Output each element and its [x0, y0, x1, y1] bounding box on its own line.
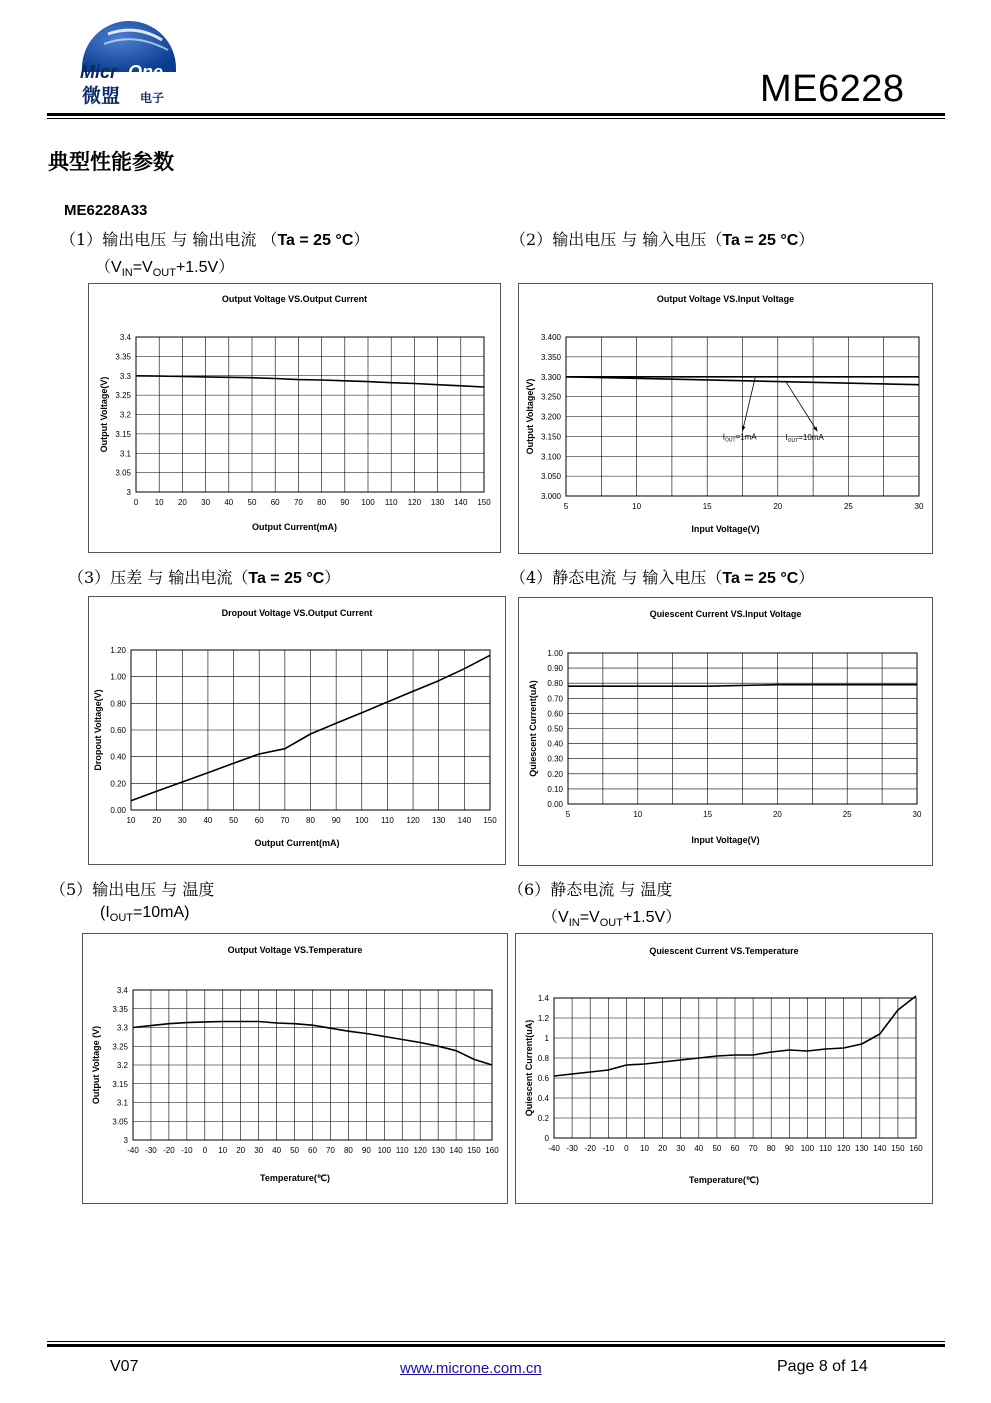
y-tick-label: 3.150	[540, 432, 561, 442]
y-tick-label: 0.90	[547, 664, 563, 674]
x-axis-label: Temperature(℃)	[260, 1173, 330, 1183]
x-tick-label: -10	[181, 1146, 193, 1155]
x-tick-label: 10	[633, 810, 643, 819]
y-tick-label: 3.4	[119, 333, 131, 342]
y-axis-label: Output Voltage(V)	[525, 378, 535, 455]
caption-3: （3）压差 与 输出电流（Ta = 25 °C）	[68, 568, 341, 587]
x-axis-label: Output Current(mA)	[254, 838, 340, 848]
x-tick-label: 100	[800, 1144, 815, 1153]
x-tick-label: 50	[229, 816, 239, 825]
y-tick-label: 3.05	[115, 468, 131, 478]
x-tick-label: -40	[127, 1146, 139, 1155]
annotation-label-1: $I_{OUT}=1mA$	[722, 432, 757, 444]
x-tick-label: 30	[676, 1144, 686, 1153]
x-axis-label: Temperature(℃)	[689, 1175, 759, 1185]
x-tick-label: 70	[325, 1146, 335, 1155]
caption-2: （2）输出电压 与 输入电压（Ta = 25 °C）	[510, 230, 815, 249]
y-tick-label: 3.050	[540, 472, 561, 482]
y-tick-label: 1	[544, 1034, 549, 1043]
x-tick-label: 30	[914, 502, 924, 511]
y-tick-label: 3.35	[112, 1004, 128, 1014]
x-tick-label: 10	[154, 498, 164, 507]
x-tick-label: 50	[247, 498, 257, 507]
x-tick-label: -40	[548, 1144, 560, 1153]
y-tick-label: 0.70	[547, 694, 563, 704]
x-tick-label: 25	[842, 810, 852, 819]
y-tick-label: 0.4	[537, 1094, 549, 1103]
x-tick-label: 90	[340, 498, 350, 507]
footer-rule-thin	[47, 1341, 945, 1342]
x-tick-label: 140	[457, 816, 472, 825]
company-logo	[78, 20, 183, 108]
y-tick-label: 0.20	[547, 769, 563, 779]
x-tick-label: 5	[563, 502, 569, 511]
y-tick-label: 0.8	[537, 1054, 549, 1063]
x-tick-label: 0	[133, 498, 139, 507]
y-tick-label: 1.20	[110, 646, 126, 655]
x-tick-label: 0	[624, 1144, 629, 1153]
document-title: ME6228	[760, 68, 905, 110]
y-tick-label: 3.200	[540, 412, 561, 422]
y-axis-label: Output Voltage(V)	[99, 376, 109, 453]
chart-quiescent-current-vs-input-voltage	[518, 597, 933, 866]
x-tick-label: 120	[836, 1144, 851, 1153]
y-tick-label: 3.1	[119, 449, 131, 459]
x-tick-label: 60	[270, 498, 280, 507]
plot-area	[554, 998, 916, 1138]
x-tick-label: 40	[203, 816, 213, 825]
plot-area	[566, 337, 919, 496]
y-tick-label: 3.400	[540, 333, 561, 342]
x-tick-label: 120	[413, 1146, 427, 1155]
y-tick-label: 3	[126, 488, 131, 497]
header-rule	[47, 113, 945, 116]
y-axis-label: Dropout Voltage(V)	[93, 689, 103, 771]
y-tick-label: 3.15	[112, 1079, 128, 1089]
x-tick-label: 60	[308, 1146, 317, 1155]
x-tick-label: 110	[384, 498, 398, 507]
model-name: ME6228A33	[64, 202, 148, 219]
y-tick-label: 0.6	[537, 1074, 549, 1083]
x-tick-label: 130	[855, 1144, 869, 1153]
x-tick-label: 30	[254, 1146, 264, 1155]
x-tick-label: 10	[126, 816, 136, 825]
logo-text-b: One	[128, 62, 164, 82]
x-tick-label: 60	[254, 816, 264, 825]
x-tick-label: 80	[306, 816, 315, 825]
x-tick-label: 5	[565, 810, 571, 819]
x-tick-label: 20	[236, 1146, 246, 1155]
footer-version: V07	[110, 1358, 139, 1375]
x-tick-label: -20	[163, 1146, 175, 1155]
x-tick-label: 100	[355, 816, 369, 825]
logo-text-a: Micr	[80, 62, 118, 82]
x-tick-label: 70	[293, 498, 303, 507]
plot-area	[133, 990, 492, 1140]
y-tick-label: 3.05	[112, 1117, 128, 1127]
x-tick-label: 90	[331, 816, 341, 825]
y-tick-label: 3.100	[540, 452, 561, 462]
x-axis-label: Input Voltage(V)	[691, 524, 760, 534]
section-title: 典型性能参数	[48, 151, 174, 174]
chart-title: Output Voltage VS.Temperature	[227, 945, 363, 955]
y-tick-label: 0.20	[110, 779, 126, 789]
caption-6: （6）静态电流 与 温度	[508, 880, 673, 899]
x-tick-label: 110	[395, 1146, 409, 1155]
y-axis-label: Output Voltage (V)	[91, 1025, 101, 1105]
caption-5-condition: $(I_{OUT}=10mA)$	[100, 904, 190, 925]
x-tick-label: -20	[584, 1144, 596, 1153]
chart-title: Dropout Voltage VS.Output Current	[221, 608, 373, 618]
footer-website-link[interactable]: www.microne.com.cn	[400, 1360, 542, 1377]
y-tick-label: 3.25	[112, 1042, 128, 1052]
x-tick-label: 70	[280, 816, 290, 825]
caption-5: （5）输出电压 与 温度	[50, 880, 215, 899]
x-axis-label: Output Current(mA)	[252, 522, 337, 532]
caption-6-condition: $(V_{IN}=V_{OUT}+1.5V)$	[542, 909, 682, 930]
x-tick-label: 20	[772, 810, 782, 819]
plot-area	[136, 337, 484, 492]
x-tick-label: 90	[361, 1146, 371, 1155]
x-tick-label: 160	[909, 1144, 923, 1153]
x-tick-label: 140	[873, 1144, 887, 1153]
chart-title: Output Voltage VS.Output Current	[221, 294, 368, 304]
y-tick-label: 3.300	[540, 372, 561, 382]
x-tick-label: 10	[218, 1146, 228, 1155]
x-tick-label: 0	[202, 1146, 208, 1155]
x-tick-label: 140	[454, 498, 468, 507]
caption-1: （1）输出电压 与 输出电流 （Ta = 25 °C）	[60, 230, 370, 249]
y-tick-label: 3.3	[119, 371, 131, 381]
y-tick-label: 3.000	[540, 492, 561, 501]
x-tick-label: 40	[224, 498, 234, 507]
chart-quiescent-current-vs-temperature	[515, 933, 933, 1204]
x-tick-label: 80	[343, 1146, 353, 1155]
x-tick-label: -30	[145, 1146, 157, 1155]
x-tick-label: 40	[694, 1144, 704, 1153]
x-tick-label: -10	[602, 1144, 615, 1153]
x-tick-label: 40	[272, 1146, 282, 1155]
x-tick-label: 130	[431, 1146, 445, 1155]
y-tick-label: 1.00	[110, 672, 126, 682]
y-tick-label: 0.40	[110, 752, 126, 762]
x-tick-label: 150	[891, 1144, 905, 1153]
y-tick-label: 3.350	[540, 352, 561, 362]
x-tick-label: 30	[177, 816, 187, 825]
y-tick-label: 3.35	[115, 352, 131, 362]
y-tick-label: 0.80	[547, 679, 563, 689]
x-tick-label: 20	[658, 1144, 668, 1153]
y-tick-label: 1.4	[537, 994, 549, 1003]
chart-title: Output Voltage VS.Input Voltage	[656, 294, 795, 304]
x-tick-label: 30	[201, 498, 211, 507]
x-tick-label: 50	[290, 1146, 300, 1155]
x-tick-label: 130	[432, 816, 446, 825]
y-tick-label: 0.50	[547, 724, 563, 734]
x-tick-label: 15	[703, 810, 713, 819]
y-tick-label: 0.2	[537, 1114, 549, 1123]
y-tick-label: 3.25	[115, 391, 131, 401]
chart-dropout-voltage-vs-output-current	[88, 596, 506, 865]
x-tick-label: 20	[152, 816, 162, 825]
x-tick-label: 150	[477, 498, 491, 507]
y-tick-label: 3.4	[116, 986, 128, 995]
plot-area	[568, 653, 917, 804]
x-tick-label: 110	[381, 816, 394, 825]
x-tick-label: 100	[361, 498, 375, 507]
x-tick-label: 150	[483, 816, 497, 825]
y-tick-label: 3.2	[119, 410, 131, 420]
y-tick-label: 3.3	[116, 1023, 128, 1033]
x-tick-label: 10	[632, 502, 642, 511]
x-tick-label: 120	[406, 816, 420, 825]
chart-output-voltage-vs-temperature	[82, 933, 508, 1204]
y-tick-label: 0.80	[110, 699, 126, 709]
y-tick-label: 0.00	[110, 806, 126, 815]
x-tick-label: 10	[640, 1144, 649, 1153]
footer-page-number: Page 8 of 14	[777, 1358, 868, 1375]
x-tick-label: 100	[377, 1146, 391, 1155]
x-tick-label: 70	[748, 1144, 758, 1153]
annotation-label-2: $I_{OUT}=10mA$	[785, 433, 824, 445]
x-tick-label: 110	[819, 1144, 832, 1153]
y-tick-label: 0.40	[547, 739, 563, 749]
plot-area	[131, 650, 490, 810]
y-tick-label: 3.1	[116, 1098, 128, 1108]
y-tick-label: 3.250	[540, 392, 561, 402]
logo-text-cn: 微盟	[82, 85, 121, 107]
y-tick-label: 0.10	[547, 784, 563, 794]
logo-text-cn-small: 电子	[140, 91, 165, 105]
y-tick-label: 3.2	[116, 1061, 128, 1070]
x-axis-label: Input Voltage(V)	[691, 835, 760, 845]
x-tick-label: 50	[712, 1144, 722, 1153]
chart-output-voltage-vs-input-voltage	[518, 283, 933, 554]
caption-1-condition: $(V_{IN}=V_{OUT}+1.5V)$	[95, 259, 235, 280]
x-tick-label: 30	[912, 810, 922, 819]
x-tick-label: 25	[843, 502, 853, 511]
x-tick-label: 140	[449, 1146, 463, 1155]
footer-rule	[47, 1344, 945, 1347]
y-tick-label: 1.2	[537, 1014, 549, 1023]
header-rule-thin	[47, 118, 945, 119]
y-tick-label: 0.30	[547, 754, 563, 764]
chart-title: Quiescent Current VS.Temperature	[649, 946, 799, 956]
y-axis-label: Quiescent Current(uA)	[524, 1019, 534, 1117]
x-tick-label: 120	[407, 498, 422, 507]
y-tick-label: 3	[123, 1136, 128, 1145]
y-tick-label: 3.15	[115, 429, 131, 439]
x-tick-label: 20	[177, 498, 187, 507]
caption-4: （4）静态电流 与 输入电压（Ta = 25 °C）	[510, 568, 815, 587]
x-tick-label: 150	[467, 1146, 481, 1155]
y-tick-label: 0	[544, 1134, 549, 1143]
y-tick-label: 0.00	[547, 800, 563, 809]
x-tick-label: 80	[766, 1144, 776, 1153]
x-tick-label: 20	[773, 502, 783, 511]
y-axis-label: Quiescent Current(uA)	[528, 680, 538, 777]
x-tick-label: 15	[702, 502, 712, 511]
x-tick-label: 60	[730, 1144, 740, 1153]
x-tick-label: 80	[317, 498, 327, 507]
chart-output-voltage-vs-output-current	[88, 283, 501, 553]
y-tick-label: 0.60	[110, 726, 126, 735]
x-tick-label: 130	[430, 498, 445, 507]
x-tick-label: 160	[485, 1146, 499, 1155]
x-tick-label: -30	[566, 1144, 578, 1153]
x-tick-label: 90	[784, 1144, 794, 1153]
y-tick-label: 1.00	[547, 649, 563, 658]
y-tick-label: 0.60	[547, 709, 563, 719]
chart-title: Quiescent Current VS.Input Voltage	[649, 609, 802, 619]
